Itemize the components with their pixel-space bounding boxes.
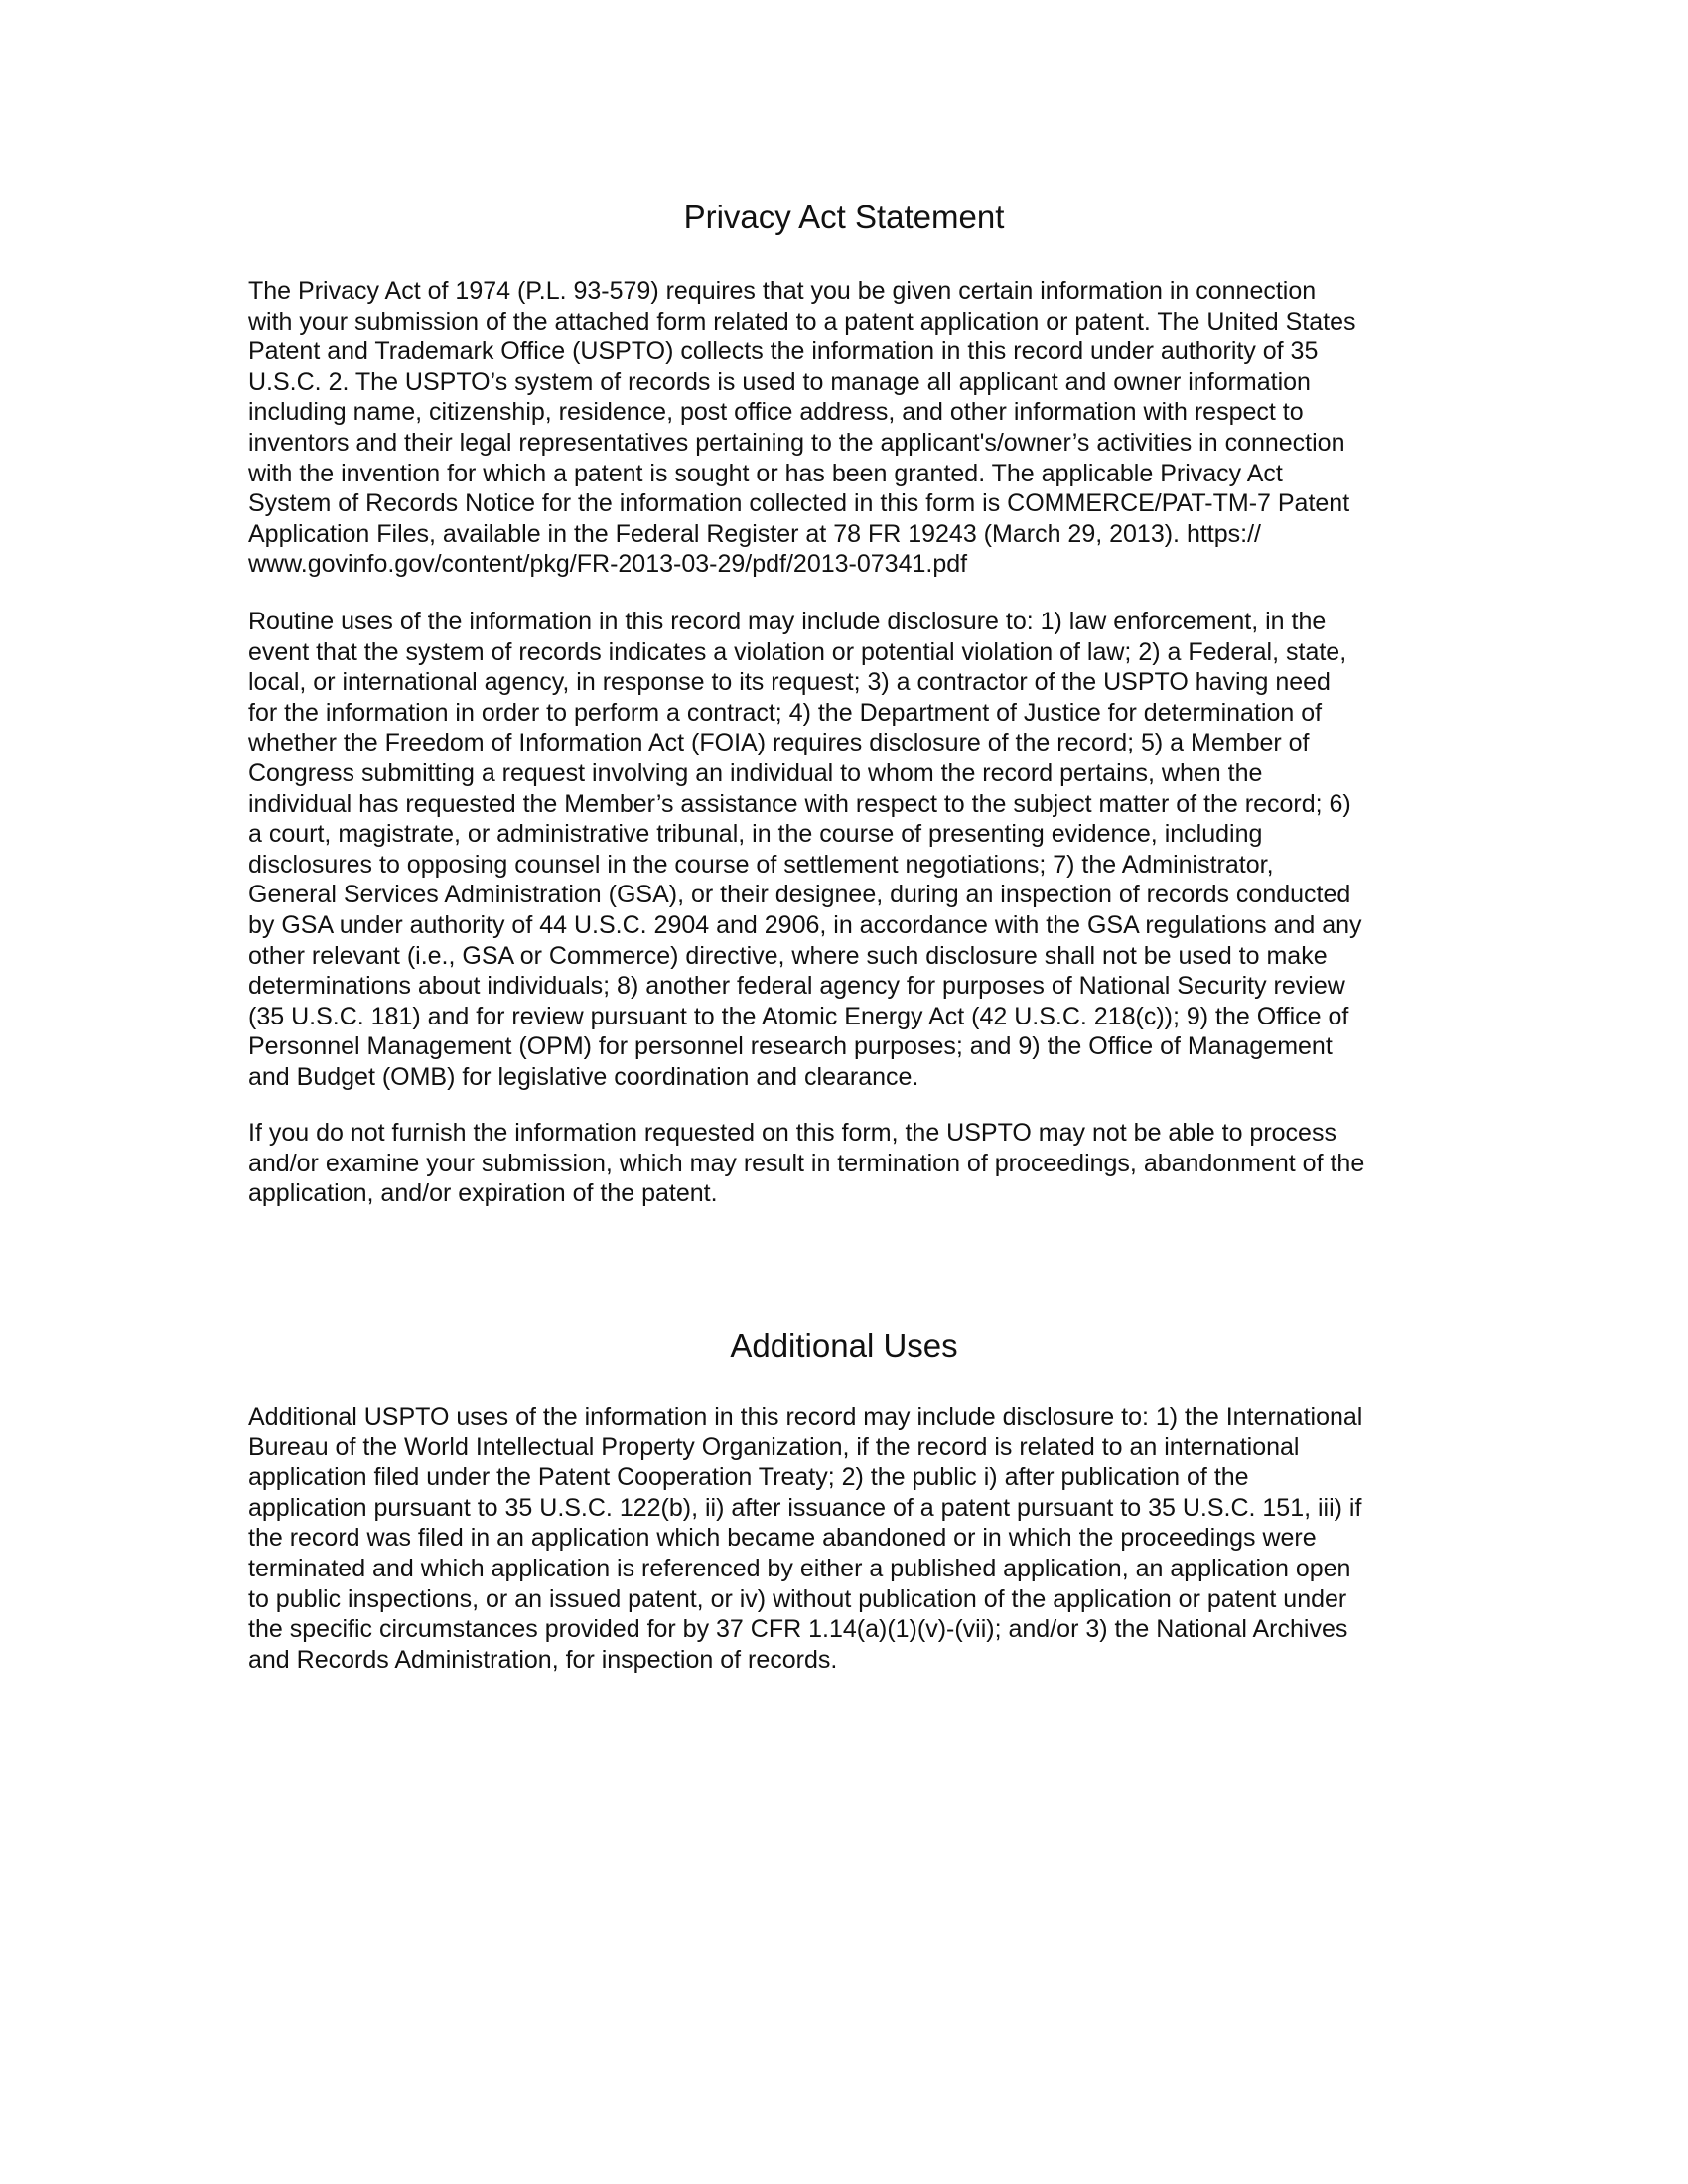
- routine-uses-paragraph: Routine uses of the information in this record may include disclosure to: 1) law enforcement, in the event that the system of records indicates a violation or potential violation of law; 2) a Federal, state, local, or international agency, in response to its request; 3) a contractor of the USPTO having need for the information in order to perform a contract; 4) the Department of Justice for determination of whether the Freedom of Information Act (FOIA) requires disclosure of the record; 5) a Member of Congress submitting a request involving an individual to whom the record pertains, when the individual has requested the Member’s assistance with respect to the subject matter of the record; 6) a court, magistrate, or administrative tribunal, in the course of presenting evidence, including disclosures to opposing counsel in the course of settlement negotiations; 7) the Administrator, General Services Administration (GSA), or their designee, during an inspection of records conducted by GSA under authority of 44 U.S.C. 2904 and 2906, in accordance with the GSA regulations and any other relevant (i.e., GSA or Commerce) directive, where such disclosure shall not be used to make determinations about individuals; 8) another federal agency for purposes of National Security review (35 U.S.C. 181) and for review pursuant to the Atomic Energy Act (42 U.S.C. 218(c)); 9) the Office of Personnel Management (OPM) for personnel research purposes; and 9) the Office of Management and Budget (OMB) for legislative coordination and clearance.: [248, 608, 1362, 1091]
- non-furnish-consequences-paragraph: If you do not furnish the information requested on this form, the USPTO may not be able to process and/or examine your submission, which may result in termination of proceedings, abandonment of the application, and/or expiration of the patent.: [248, 1119, 1365, 1208]
- privacy-act-title: Privacy Act Statement: [683, 199, 1005, 235]
- privacy-act-intro-paragraph: The Privacy Act of 1974 (P.L. 93-579) requires that you be given certain information in connection with your submission of the attached form related to a patent application or patent. The United States Patent and Trademark Office (USPTO) collects the information in this record under authority of 35 U.S.C. 2. The USPTO’s system of records is used to manage all applicant and owner information including name, citizenship, residence, post office address, and other information with respect to inventors and their legal representatives pertaining to the applicant's/owner’s activities in connection with the invention for which a patent is sought or has been granted. The applicable Privacy Act System of Records Notice for the information collected in this form is COMMERCE/PAT-TM-7 Patent Application Files, available in the Federal Register at 78 FR 19243 (March 29, 2013). https:// www.govinfo.gov/content/pkg/FR-2013-03-29/pdf/2013-07341.pdf: [248, 277, 1356, 579]
- additional-uses-paragraph: Additional USPTO uses of the information in this record may include disclosure to: 1) the International Bureau of the World Intellectual Property Organization, if the record is related to an international application filed under the Patent Cooperation Treaty; 2) the public i) after publication of the application pursuant to 35 U.S.C. 122(b), ii) after issuance of a patent pursuant to 35 U.S.C. 151, iii) if the record was filed in an application which became abandoned or in which the proceedings were terminated and which application is referenced by either a published application, an application open to public inspections, or an issued patent, or iv) without publication of the application or patent under the specific circumstances provided for by 37 CFR 1.14(a)(1)(v)-(vii); and/or 3) the National Archives and Records Administration, for inspection of records.: [248, 1403, 1363, 1674]
- additional-uses-title: Additional Uses: [730, 1327, 958, 1364]
